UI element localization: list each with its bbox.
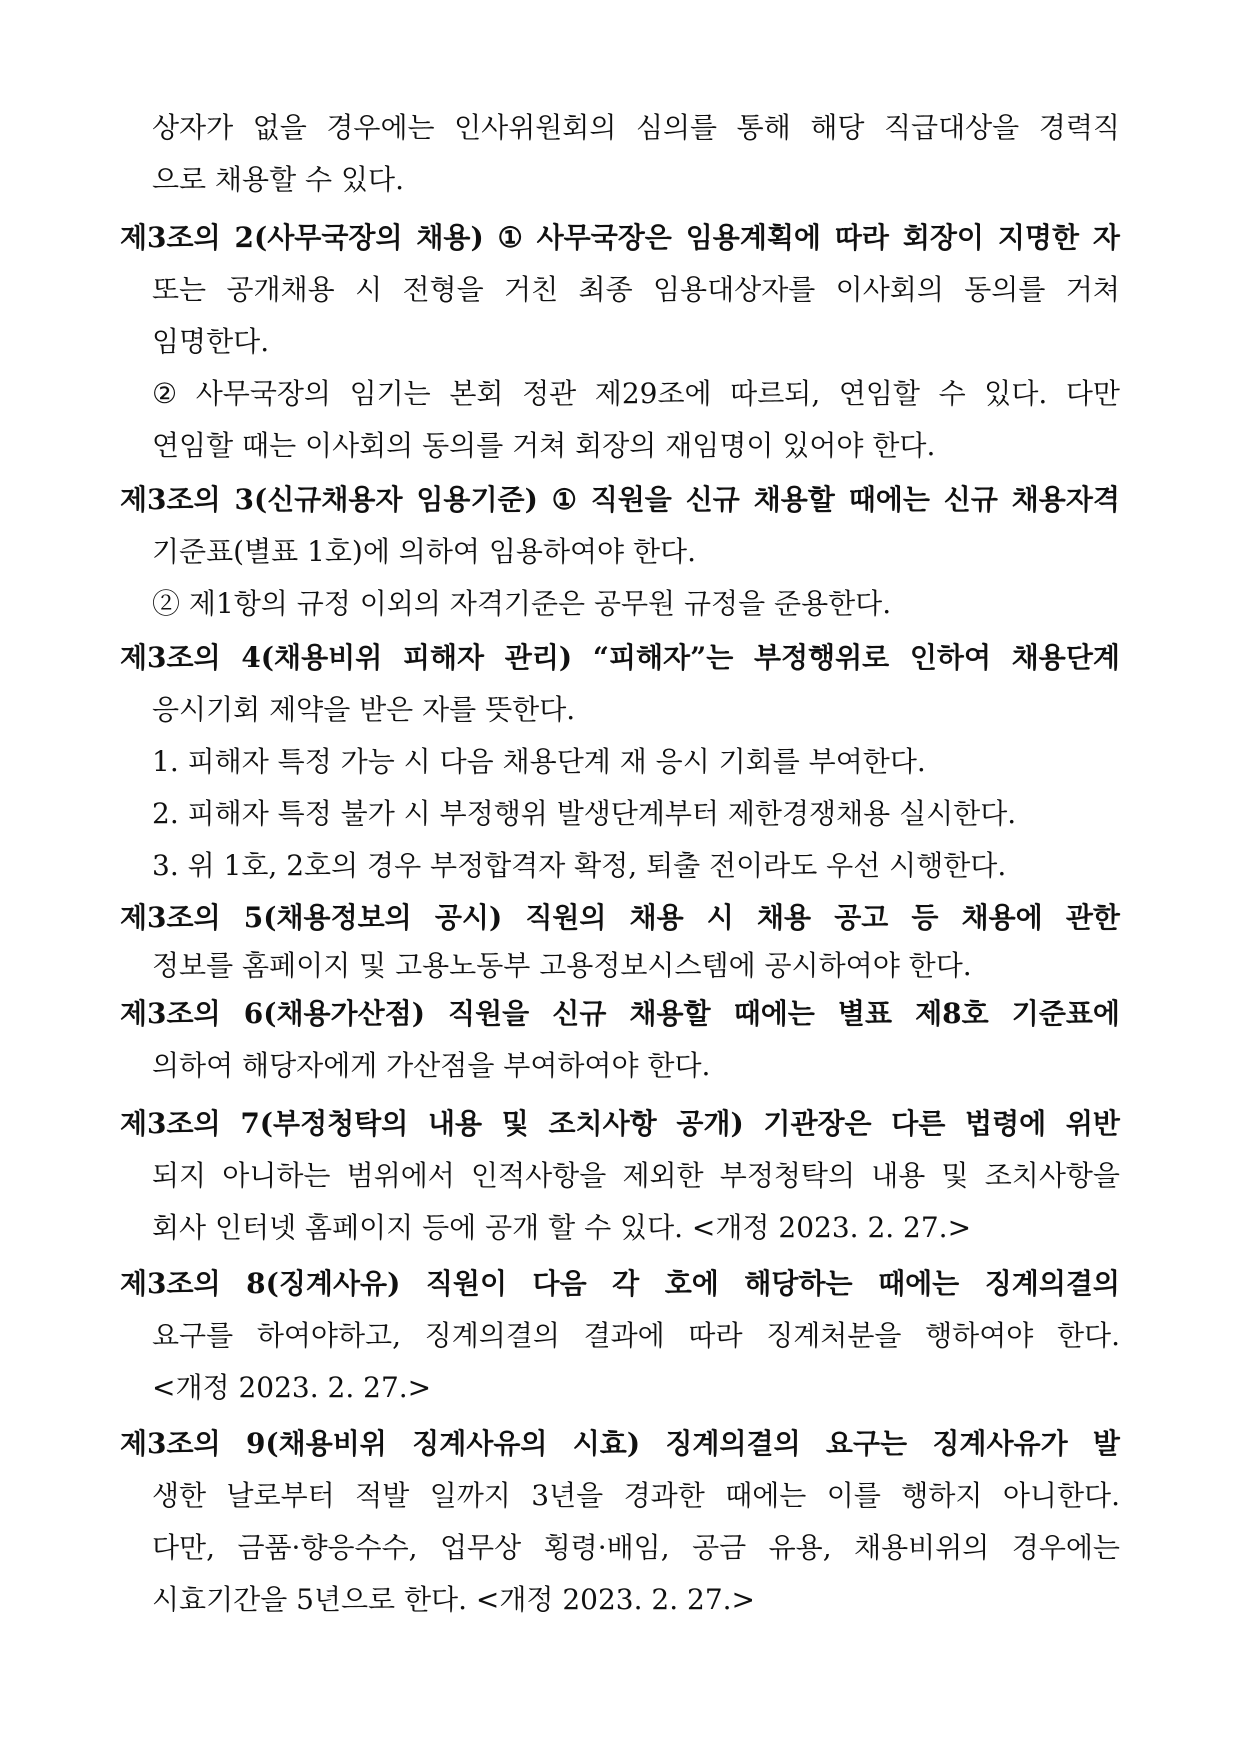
text-line: 또는 공개채용 시 전형을 거친 최종 임용대상자를 이사회의 동의를 거쳐 — [152, 273, 1120, 306]
article-heading-3-3: 제3조의 3(신규채용자 임용기준) ① 직원을 신규 채용할 때에는 신규 채용자격 — [120, 483, 1120, 516]
text-line: 상자가 없을 경우에는 인사위원회의 심의를 통해 해당 직급대상을 경력직 — [152, 111, 1120, 144]
list-item: 1. 피해자 특정 가능 시 다음 채용단계 재 응시 기회를 부여한다. — [152, 745, 926, 778]
text-line: ② 사무국장의 임기는 본회 정관 제29조에 따르되, 연임할 수 있다. 다만 — [152, 377, 1120, 410]
text-line: 으로 채용할 수 있다. — [152, 163, 404, 196]
text-line: 정보를 홈페이지 및 고용노동부 고용정보시스템에 공시하여야 한다. — [152, 949, 972, 982]
text-line: 회사 인터넷 홈페이지 등에 공개 할 수 있다. <개정 2023. 2. 27.> — [152, 1211, 972, 1244]
text-line: 임명한다. — [152, 325, 270, 358]
text-line: 요구를 하여야하고, 징계의결의 결과에 따라 징계처분을 행하여야 한다. — [152, 1319, 1120, 1352]
text-line: 연임할 때는 이사회의 동의를 거쳐 회장의 재임명이 있어야 한다. — [152, 429, 936, 462]
article-heading-3-6: 제3조의 6(채용가산점) 직원을 신규 채용할 때에는 별표 제8호 기준표에 — [120, 997, 1120, 1030]
text-line: ② 제1항의 규정 이외의 자격기준은 공무원 규정을 준용한다. — [152, 587, 892, 620]
text-line: 되지 아니하는 범위에서 인적사항을 제외한 부정청탁의 내용 및 조치사항을 — [152, 1159, 1120, 1192]
text-line: 시효기간을 5년으로 한다. <개정 2023. 2. 27.> — [152, 1583, 756, 1616]
article-heading-3-9: 제3조의 9(채용비위 징계사유의 시효) 징계의결의 요구는 징계사유가 발 — [120, 1427, 1120, 1460]
article-heading-3-5: 제3조의 5(채용정보의 공시) 직원의 채용 시 채용 공고 등 채용에 관한 — [120, 901, 1120, 934]
article-heading-3-8: 제3조의 8(징계사유) 직원이 다음 각 호에 해당하는 때에는 징계의결의 — [120, 1267, 1120, 1300]
list-item: 3. 위 1호, 2호의 경우 부정합격자 확정, 퇴출 전이라도 우선 시행한다. — [152, 849, 1007, 882]
text-line: 기준표(별표 1호)에 의하여 임용하여야 한다. — [152, 535, 696, 568]
text-line: 생한 날로부터 적발 일까지 3년을 경과한 때에는 이를 행하지 아니한다. — [152, 1479, 1120, 1512]
article-heading-3-2: 제3조의 2(사무국장의 채용) ① 사무국장은 임용계획에 따라 회장이 지명한 자 — [120, 221, 1120, 254]
text-line: 응시기회 제약을 받은 자를 뜻한다. — [152, 693, 576, 726]
text-line: 의하여 해당자에게 가산점을 부여하여야 한다. — [152, 1049, 711, 1082]
article-heading-3-7: 제3조의 7(부정청탁의 내용 및 조치사항 공개) 기관장은 다른 법령에 위반 — [120, 1107, 1120, 1140]
text-line: <개정 2023. 2. 27.> — [152, 1371, 432, 1404]
text-line: 다만, 금품·향응수수, 업무상 횡령·배임, 공금 유용, 채용비위의 경우에는 — [152, 1531, 1120, 1564]
article-heading-3-4: 제3조의 4(채용비위 피해자 관리) “피해자”는 부정행위로 인하여 채용단계 — [120, 641, 1120, 674]
list-item: 2. 피해자 특정 불가 시 부정행위 발생단계부터 제한경쟁채용 실시한다. — [152, 797, 1017, 830]
